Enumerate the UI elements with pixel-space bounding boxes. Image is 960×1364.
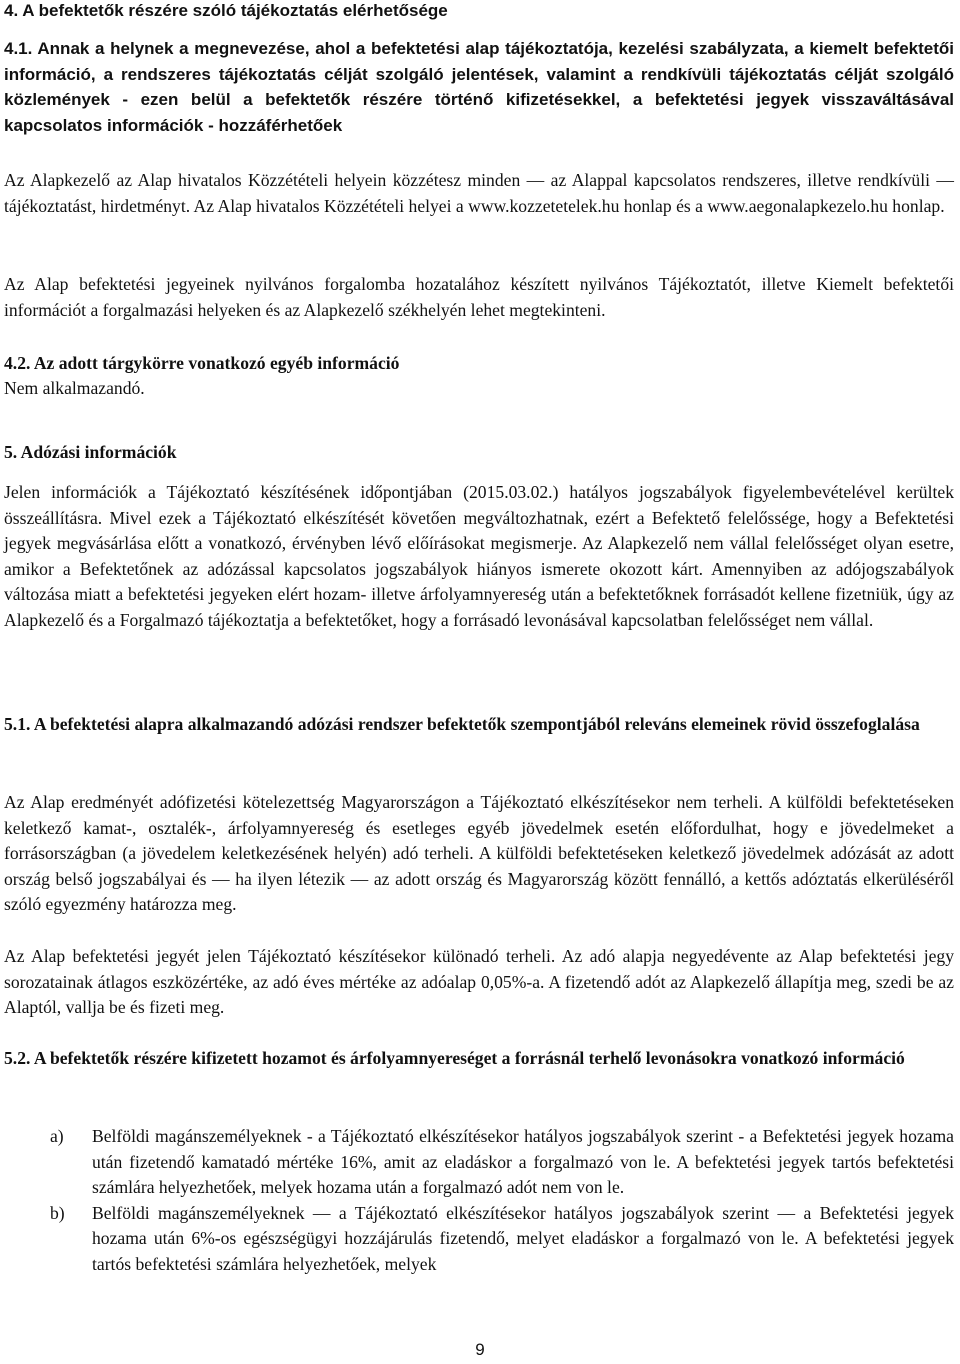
section-5-1-paragraph-2: Az Alap befektetési jegyét jelen Tájékoztató készítésekor különadó terheli. Az adó alapja negyedévente az Alap befektetési jegy sorozatainak átlagos eszközértéke, az adó éves mértéke az adóalap 0,05%-a. A fizetendő adót az Alapkezelő állapítja meg, szedi be az Alaptól, vallja be és fizeti meg. <box>4 946 954 1017</box>
list-item-text: Belföldi magánszemélyeknek - a Tájékoztató elkészítésekor hatályos jogszabályok szerint - a Befektetési jegyek hozama után fizetendő kamatadó mértéke 16%, amit az eladáskor a forgalmazó von le. A befektetési jegyek tartós befektetési számlára helyezhetőek, melyek hozama után a forgalmazó adót nem von le. <box>92 1126 954 1197</box>
section-4-2-text: Nem alkalmazandó. <box>4 378 145 398</box>
page-number: 9 <box>475 1340 485 1359</box>
section-4-2-heading: 4.2. Az adott tárgykörre vonatkozó egyéb információ <box>4 353 400 373</box>
section-4-1-heading: 4.1. Annak a helynek a megnevezése, ahol a befektetési alap tájékoztatója, kezelési szabályzata, a kiemelt befektetői információ, a rendszeres tájékoztatás célját szolgáló jelentések, valamint a rendkívüli tájékoztatás célját szolgáló közlemények - ezen belül a befektetők részére történő kifizetésekkel, a befektetési jegyek visszaváltásával kapcsolatos információk - hozzáférhetőek <box>4 39 954 135</box>
section-5-heading: 5. Adózási információk <box>4 442 177 462</box>
list-item <box>4 1201 954 1278</box>
section-5-1-heading: 5.1. A befektetési alapra alkalmazandó adózási rendszer befektetők szempontjából releváns elemeinek rövid összefoglalása <box>4 714 920 734</box>
section-5-paragraph: Jelen információk a Tájékoztató készítésének időpontjában (2015.03.02.) hatályos jogszabályok figyelembevételével kerültek összeállításra. Mivel ezek a Tájékoztató elkészítését követően megváltozhatnak, ezért a Befektető felelőssége, hogy a Befektetési jegyek megvásárlása előtt a vonatkozó, érvényben lévő előírásokat megismerje. Az Alapkezelő nem vállal felelősséget olyan esetre, amikor a Befektetőnek az adózással kapcsolatos jogszabályok hiányos ismerete okozott kárt. Amennyiben az adójogszabályok változása miatt a befektetési jegyeken elért hozam- illetve árfolyamnyereség után a befektetőknek forrásadót kellene fizetniük, úgy az Alapkezelő és a Forgalmazó tájékoztatja a befektetőket, hogy a forrásadó levonásával kapcsolatban felelősséget nem vállal. <box>4 482 954 630</box>
section-4-1-paragraph-1: Az Alapkezelő az Alap hivatalos Közzétételi helyein közzétesz minden — az Alappal kapcsolatos rendszeres, illetve rendkívüli — tájékoztatást, hirdetményt. Az Alap hivatalos Közzétételi helyei a www.kozzetetelek.hu honlap és a www.aegonalapkezelo.hu honlap. <box>4 170 954 216</box>
tax-deduction-list <box>4 1124 954 1277</box>
section-5-1-paragraph-1: Az Alap eredményét adófizetési kötelezettség Magyarországon a Tájékoztató elkészítésekor nem terheli. A külföldi befektetéseken keletkező kamat-, osztalék-, árfolyamnyereség és esetleges egyéb jövedelmek esetén előfordulhat, hogy e jövedelmeket a forrásországban (a jövedelem keletkezésének helyén) adó terheli. A külföldi befektetéseken keletkező jövedelmek adózását az adott ország belső jogszabályai és — ha ilyen létezik — az adott ország és Magyarország között fennálló, a kettős adóztatás elkerüléséről szóló egyezmény határozza meg. <box>4 792 954 914</box>
list-marker: a) <box>50 1126 64 1146</box>
section-5-2-heading: 5.2. A befektetők részére kifizetett hozamot és árfolyamnyereséget a forrásnál terhelő levonásokra vonatkozó információ <box>4 1048 905 1068</box>
list-item-text: Belföldi magánszemélyeknek — a Tájékoztató elkészítésekor hatályos jogszabályok szerint — a Befektetési jegyek hozama után 6%-os egészségügyi hozzájárulás fizetendő, melyet eladáskor a forgalmazó von le. A befektetési jegyek tartós befektetési számlára helyezhetőek, melyek <box>92 1202 954 1274</box>
section-4-1-paragraph-2: Az Alap befektetési jegyeinek nyilvános forgalomba hozatalához készített nyilvános Tájékoztatót, illetve Kiemelt befektetői információt a forgalmazási helyeken és az Alapkezelő székhelyén lehet megtekinteni. <box>4 274 954 320</box>
section-4-heading: 4. A befektetők részére szóló tájékoztatás elérhetősége <box>4 1 448 20</box>
list-marker: b) <box>50 1202 65 1223</box>
list-item <box>4 1124 954 1201</box>
